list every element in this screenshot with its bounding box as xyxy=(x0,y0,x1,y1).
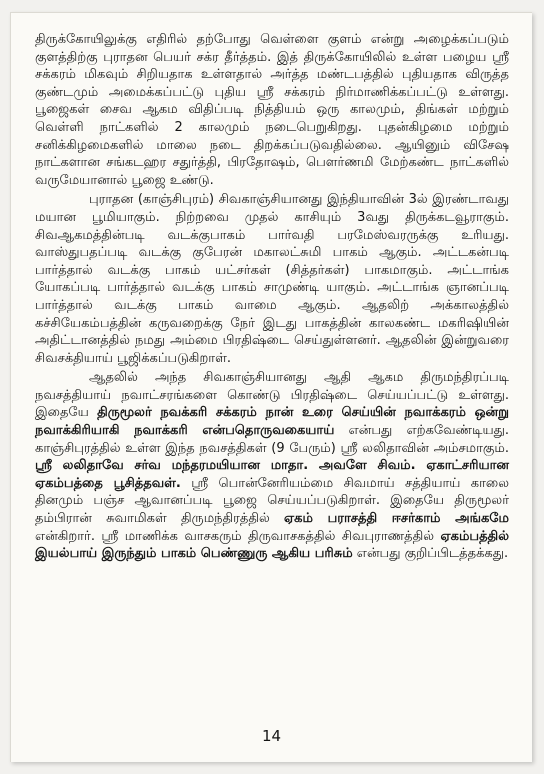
paragraph-text: ஆதலில் அந்த சிவகாஞ்சியானது ஆதி ஆகம திருமந்திரப்படி நவசத்தியாய் நவாட்சரங்களை கொண்டு பிரதிஷ்டை செய்யப்பட்டு உள்ளது. இதையே xyxy=(35,370,509,421)
paragraph-text: திருக்கோயிலுக்கு எதிரில் தற்போது வெள்ளை குளம் என்று அழைக்கப்படும் குளத்திற்கு புராதன பெயர் சக்ர தீர்த்தம். இத் திருக்கோயிலில் உள்ள பழைய ஸ்ரீ சக்கரம் மிகவும் சிறியதாக உள்ளதால் அர்த்த மண்டபத்தில் புதியதாக விருத்த குண்டமும் அமைக்கப்பட்டு புதிய ஸ்ரீ சக்கரம் நிர்மாணிக்கப்பட்டு உள்ளது. பூஜைகள் சைவ ஆகம விதிப்படி நித்தியம் ஒரு காலமும், திங்கள் மற்றும் வெள்ளி நாட்களில் 2 காலமும் நடைபெறுகிறது. புதன்கிழமை மற்றும் சனிக்கிழமைகளில் மாலை நடை திறக்கப்படுவதில்லை. ஆயினும் விசேஷ நாட்களான சங்கடஹர சதுர்த்தி, பிரதோஷம், பௌர்ணமி மேற்கண்ட நாட்களில் வருமேயானால் பூஜை உண்டு. xyxy=(35,32,509,188)
paragraph-text: என்கிறார். ஸ்ரீ மாணிக்க வாசகரும் திருவாசகத்தில் சிவபுராணத்தில் xyxy=(35,528,441,544)
paragraph-temple-tank xyxy=(35,31,509,189)
paragraph-text: என்பது குறிப்பிடத்தக்கது. xyxy=(352,546,509,562)
document-page xyxy=(10,12,532,762)
paragraph-sivakanchi xyxy=(35,191,509,367)
page-number: 14 xyxy=(261,727,282,745)
bold-quote: ஏகம் பராசத்தி ஈசர்காம் அங்கமே xyxy=(284,511,509,527)
bold-quote: ஸ்ரீ லலிதாவே சர்வ மந்தரமயியான மாதா. அவளே சிவம். ஏகாட்சரியான ஏகம்பத்தை பூசித்தவள். xyxy=(35,458,509,491)
bold-quote: திருமூலர் நவக்கரி சக்கரம் நான் உரை செய்யின் நவாக்கரம் ஒன்று நவாக்கிரியாகி நவாக்கரி என்பதொருவகையாய் xyxy=(35,405,509,439)
page-body xyxy=(35,31,509,563)
paragraph-navasakthi xyxy=(35,369,509,563)
paragraph-text: ஸ்ரீ பொன்னேரியம்மை சிவமாய் சத்தியாய் காலை தினமும் பஞ்ச ஆவானப்படி பூஜை செய்யப்படுகிறாள். இதையே திருமூலர் தம்பிரான் சுவாமிகள் திருமந்திரத்தில் xyxy=(35,475,509,527)
bold-quote: ஏகம்பத்தில் இயல்பாய் இருந்தும் பாகம் பெண்ணுரு ஆகிய பரிசும் xyxy=(35,528,509,562)
paragraph-text: புராதன (காஞ்சிபுரம்) சிவகாஞ்சியானது இந்தியாவின் 3ல் இரண்டாவது மயான பூமியாகும். நிற்றவை முதல் காசியும் 3வது திருக்கடவூராகும். சிவஆகமத்தின்படி வடக்குபாகம் பார்வதி பரமேஸ்வரருக்கு உரியது. வாஸ்துபதப்படி வடக்கு குபேரன் மகாலட்சுமி பாகம் ஆகும். அட்டகன்படி பார்த்தால் வடக்கு பாகம் யட்சர்கள் (சித்தர்கள்) பாகமாகும். அட்டாங்க யோகப்படி பார்த்தால் வடக்கு பாகம் சாமுண்டி யாகும். அட்டாங்க ஞானப்படி பார்த்தால் வடக்கு பாகம் வாமை ஆகும். ஆதலிற் அக்காலத்தில் கச்சியேகம்பத்தின் கருவறைக்கு நேர் இடது பாகத்தின் காலகண்ட மகரிஷியின் அதிட்டானத்தில் நமது அம்மை பிரதிஷ்டை செய்துள்ளனர். ஆதலின் இன்றுவரை சிவசக்தியாய் பூஜிக்கப்படுகிறாள். xyxy=(35,192,509,366)
paragraph-text: என்பது எற்கவேண்டியது. காஞ்சிபுரத்தில் உள்ள இந்த நவசத்திகள் (9 பேரும்) ஸ்ரீ லலிதாவின் அம்சமாகும். xyxy=(35,423,509,456)
